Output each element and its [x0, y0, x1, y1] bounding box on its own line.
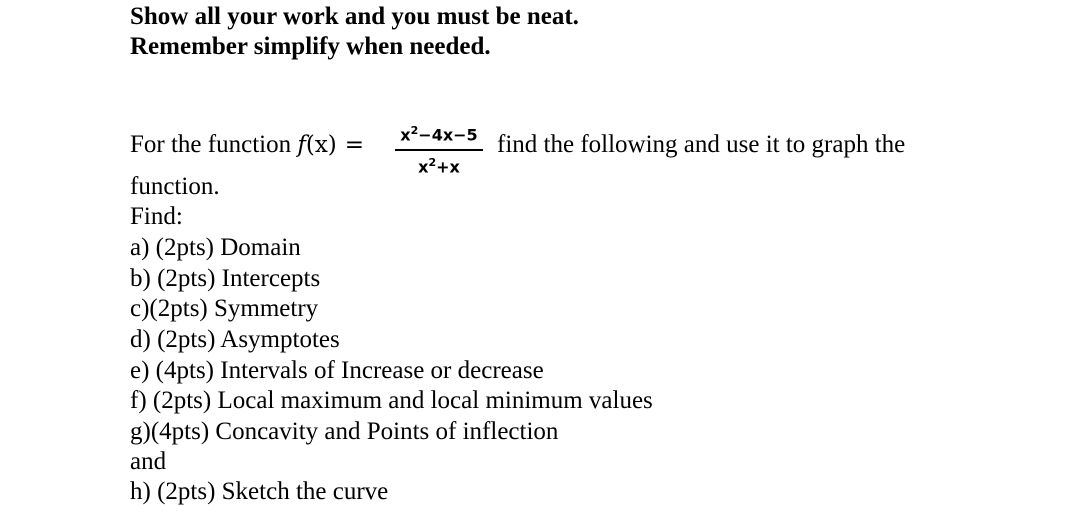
denominator-exponent: 2: [428, 156, 437, 170]
task-item: h) (2pts) Sketch the curve: [130, 478, 389, 505]
intro-suffix: find the following and use it to graph the: [497, 131, 906, 158]
find-label: Find:: [130, 203, 183, 230]
task-item: g)(4pts) Concavity and Points of inflection: [130, 418, 559, 445]
numerator-rest: −4x−5: [418, 125, 478, 145]
intro-continued: function.: [130, 173, 220, 200]
task-item: d) (2pts) Asymptotes: [130, 326, 340, 353]
fraction-denominator: [393, 151, 485, 179]
connector-and: and: [130, 448, 167, 475]
problem-intro: [130, 130, 370, 160]
task-item: e) (4pts) Intervals of Increase or decrease: [130, 357, 544, 384]
function-arg: (x): [305, 132, 337, 158]
numerator-variable: x: [400, 125, 411, 145]
task-item: c)(2pts) Symmetry: [130, 295, 319, 322]
fraction-numerator: [393, 120, 485, 146]
rational-function-fraction: [393, 120, 485, 180]
equals-sign: =: [344, 132, 365, 158]
intro-prefix: For the function: [130, 131, 292, 158]
instruction-line-1: Show all your work and you must be neat.: [130, 3, 579, 30]
function-name: f: [297, 132, 306, 158]
instruction-line-2: Remember simplify when needed.: [130, 33, 491, 60]
task-item: b) (2pts) Intercepts: [130, 265, 321, 292]
task-item: a) (2pts) Domain: [130, 234, 301, 261]
denominator-variable: x: [418, 157, 429, 177]
function-notation: [297, 132, 336, 158]
denominator-rest: +x: [436, 157, 460, 177]
numerator-exponent: 2: [410, 124, 419, 137]
task-item: f) (2pts) Local maximum and local minimum values: [130, 387, 653, 414]
